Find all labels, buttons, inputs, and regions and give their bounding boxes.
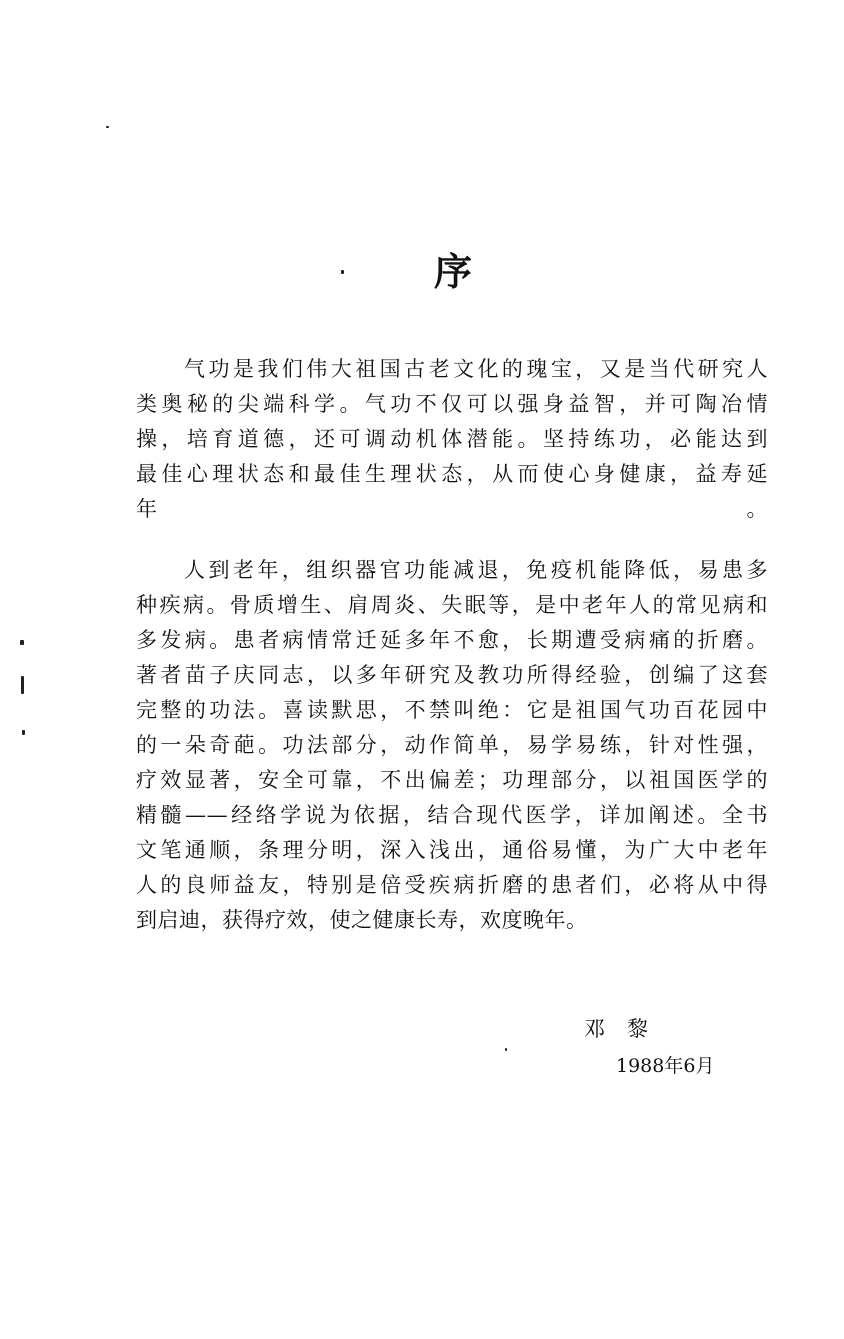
paragraph-line: 最佳心理状态和最佳生理状态，从而使心身健康，益寿延: [136, 462, 768, 486]
paragraph-line: 人到老年，组织器官功能减退，免疫机能降低，易患多: [184, 558, 768, 582]
paragraph-line: 著者苗子庆同志，以多年研究及教功所得经验，创编了这套: [136, 663, 768, 687]
paragraph-line: 年。: [136, 497, 768, 521]
paragraph-line: 文笔通顺，条理分明，深入浅出，通俗易懂，为广大中老年: [136, 838, 768, 862]
paragraph-line: 疗效显著，安全可靠，不出偏差；功理部分，以祖国医学的: [136, 768, 768, 792]
paragraph-line: 人的良师益友，特别是倍受疾病折磨的患者们，必将从中得: [136, 873, 768, 897]
signature-name: 邓黎: [584, 1017, 670, 1041]
paragraph-line: 精髓——经络学说为依据，结合现代医学，详加阐述。全书: [136, 803, 768, 827]
scan-speck: [106, 126, 109, 128]
binding-mark: [22, 730, 25, 735]
paragraph-line: 到启迪，获得疗效，使之健康长寿，欢度晚年。: [136, 908, 588, 932]
binding-mark: [21, 676, 24, 694]
paragraph-line: 类奥秘的尖端科学。气功不仅可以强身益智，并可陶冶情: [136, 392, 768, 416]
paragraph-line: 完整的功法。喜读默思，不禁叫绝：它是祖国气功百花园中: [136, 698, 768, 722]
binding-mark: [20, 640, 24, 645]
paragraph-line: 的一朵奇葩。功法部分，动作简单，易学易练，针对性强，: [136, 733, 768, 757]
scan-speck: [505, 1048, 507, 1051]
paragraph-line: 操，培育道德，还可调动机体潜能。坚持练功，必能达到: [136, 427, 768, 451]
paragraph-line: 种疾病。骨质增生、肩周炎、失眠等，是中老年人的常见病和: [136, 593, 768, 617]
paragraph-line: 多发病。患者病情常迁延多年不愈，长期遭受病痛的折磨。: [136, 628, 768, 652]
preface-title: 序: [433, 249, 472, 294]
scan-speck: [341, 270, 344, 274]
paragraph-line: 气功是我们伟大祖国古老文化的瑰宝，又是当代研究人: [184, 357, 768, 381]
signature-date: 1988年6月: [616, 1055, 715, 1077]
